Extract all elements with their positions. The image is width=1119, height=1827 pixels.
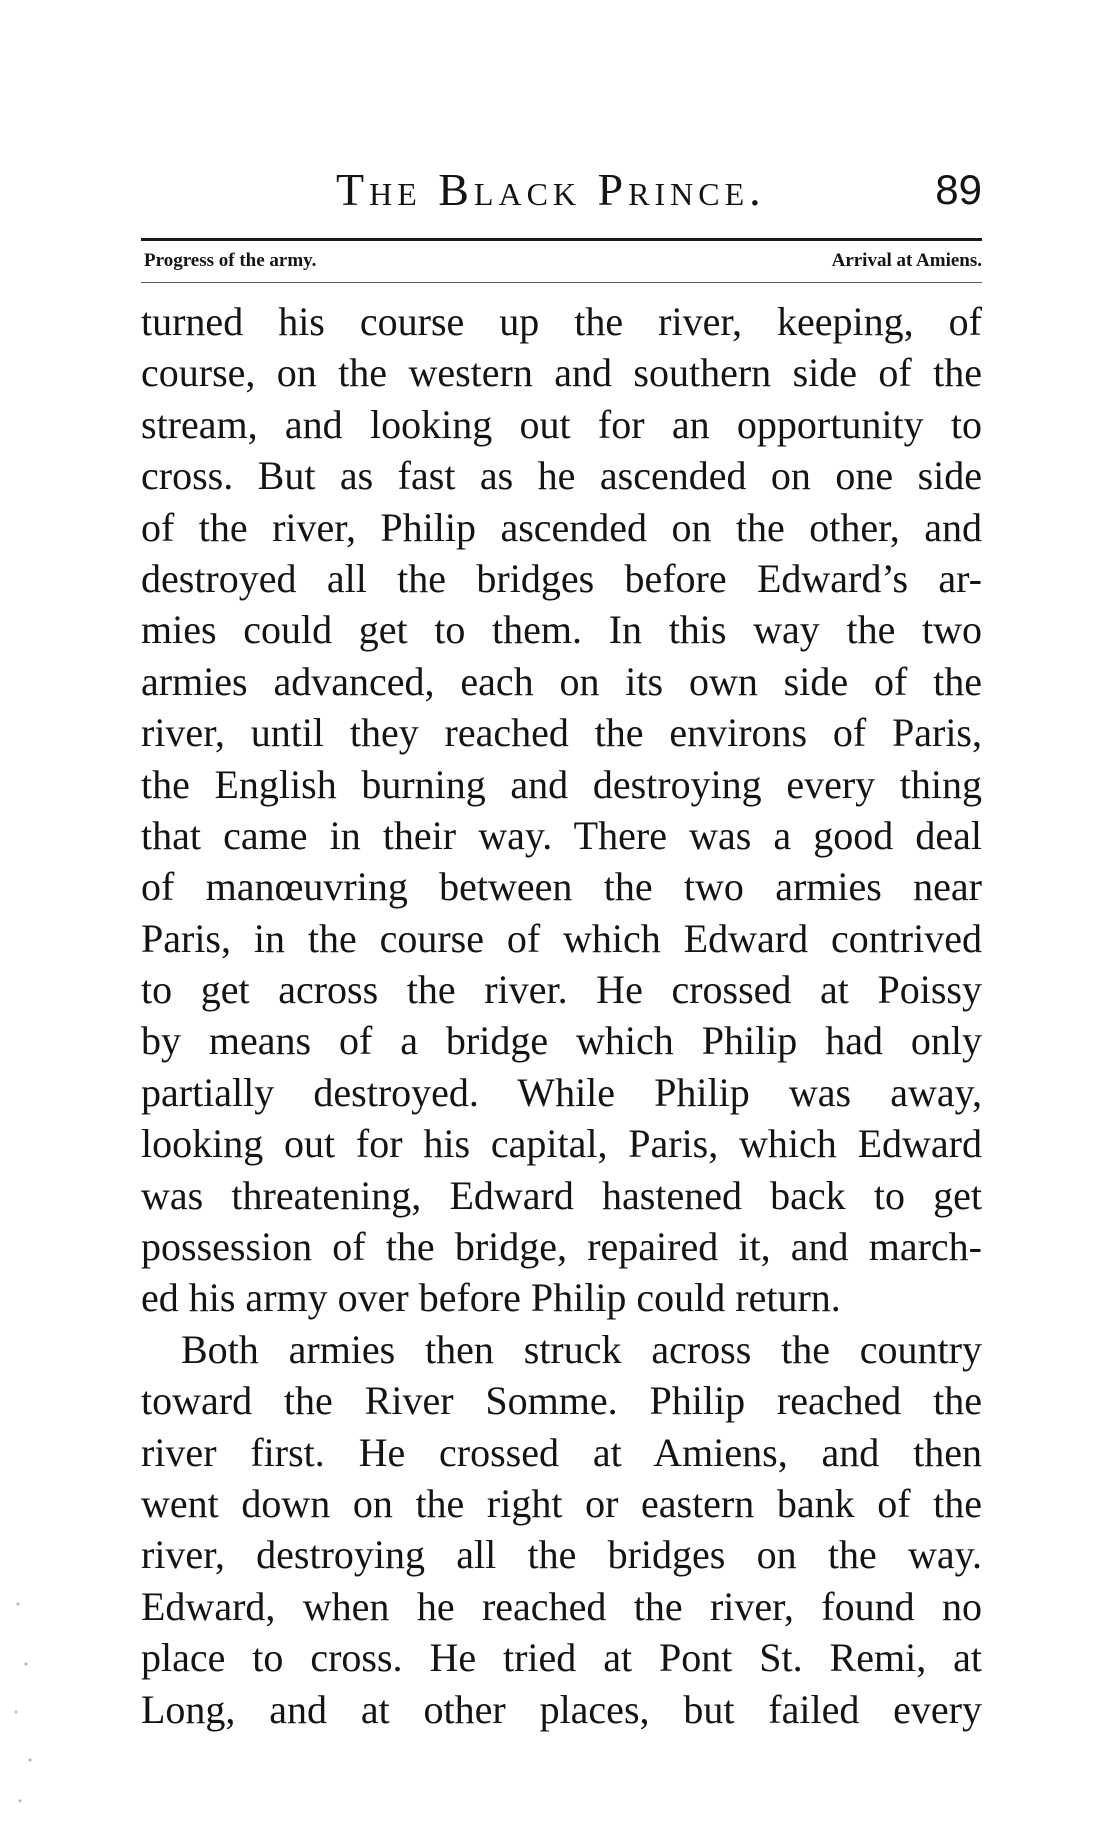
text-line: river, destroying all the bridges on the way. [141, 1532, 982, 1578]
text-line: by means of a bridge which Philip had only [141, 1018, 982, 1064]
text-line: armies advanced, each on its own side of the [141, 658, 982, 704]
text-line: destroyed all the bridges before Edward’s ar- [141, 555, 982, 601]
margin-speckle [6, 1580, 46, 1820]
subheads [141, 246, 982, 276]
text-line: Paris, in the course of which Edward contrived [141, 915, 982, 961]
text-line: river first. He crossed at Amiens, and then [141, 1429, 982, 1475]
text-line: course, on the western and southern side of the [141, 350, 982, 396]
page-number: 89 [935, 166, 982, 213]
left-subhead: Progress of the army. [144, 250, 317, 271]
text-line: Edward, when he reached the river, found no [141, 1583, 982, 1629]
right-subhead: Arrival at Amiens. [831, 250, 982, 271]
text-line: cross. But as fast as he ascended on one side [141, 453, 982, 499]
text-line: looking out for his capital, Paris, which Edward [141, 1121, 982, 1167]
subhead-rule [141, 282, 982, 283]
body-text [141, 296, 982, 1735]
text-line: ed his army over before Philip could return. [141, 1275, 841, 1321]
text-line: toward the River Somme. Philip reached the [141, 1378, 982, 1424]
text-line: of the river, Philip ascended on the other, and [141, 504, 982, 550]
text-line: Both armies then struck across the country [181, 1326, 982, 1372]
text-line: Long, and at other places, but failed every [141, 1686, 982, 1732]
text-line: mies could get to them. In this way the two [141, 607, 982, 653]
running-title: The Black Prince. [336, 164, 766, 215]
running-head [141, 160, 982, 220]
text-line: partially destroyed. While Philip was away, [141, 1069, 982, 1115]
text-line: went down on the right or eastern bank of the [141, 1480, 982, 1526]
text-line: of manœuvring between the two armies near [141, 864, 982, 910]
text-line: was threatening, Edward hastened back to get [141, 1172, 982, 1218]
text-line: river, until they reached the environs of Paris, [141, 710, 982, 756]
text-line: place to cross. He tried at Pont St. Remi, at [141, 1635, 982, 1681]
header-rule [141, 238, 982, 241]
text-line: turned his course up the river, keeping, of [141, 299, 982, 344]
text-line: stream, and looking out for an opportunity to [141, 401, 982, 447]
text-line: possession of the bridge, repaired it, and march- [141, 1224, 982, 1270]
text-line: to get across the river. He crossed at Poissy [141, 967, 982, 1013]
text-line: that came in their way. There was a good deal [141, 812, 982, 858]
text-line: the English burning and destroying every thing [141, 761, 982, 807]
